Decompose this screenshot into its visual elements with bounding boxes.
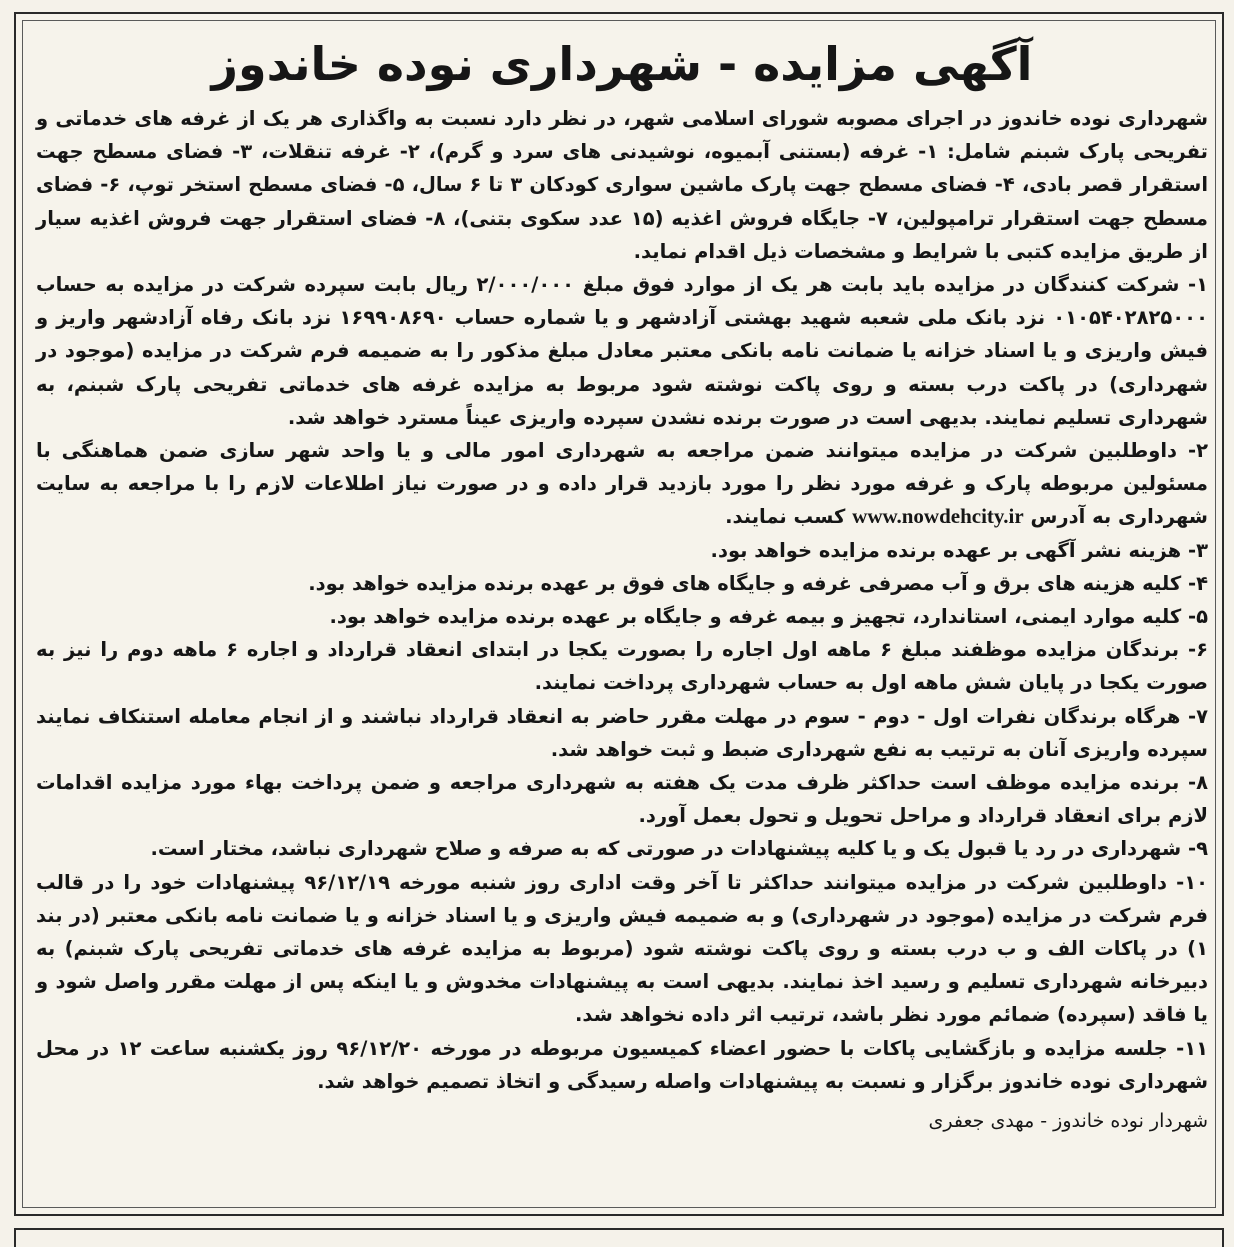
clause-1: ۱- شرکت کنندگان در مزایده باید بابت هر یک از موارد فوق مبلغ ۲/۰۰۰/۰۰۰ ریال بابت سپرده شرکت در مزایده به حساب ۰۱۰۵۴۰۲۸۲۵۰۰۰ نزد بانک ملی شعبه شهید بهشتی آزادشهر و یا شماره حساب ۱۶۹۹۰۸۶۹۰ نزد بانک رفاه آزادشهر واریز و فیش واریزی و یا اسناد خزانه یا ضمانت نامه بانکی معتبر معادل مبلغ مذکور را به ضمیمه فرم شرکت در مزایده (موجود در شهرداری) در پاکت درب بسته و روی پاکت نوشته شود مربوط به مزایده غرفه های خدماتی تفریحی پارک شبنم، به شهرداری تسلیم نمایند. بدیهی است در صورت برنده نشدن سپرده واریزی عیناً مسترد خواهد شد. (36, 273, 1208, 429)
next-notice-border (14, 1228, 1224, 1247)
clause-2-text: ۲- داوطلبین شرکت در مزایده میتوانند ضمن مراجعه به شهرداری امور مالی و یا واحد شهر سازی ضمن هماهنگی با مسئولین مربوطه پارک و غرفه مورد نظر را مورد بازدید قرار داده و در صورت نیاز اطلاعات لازم را با مراجعه به سایت شهرداری به آدرس (36, 439, 1208, 529)
clause-10: ۱۰- داوطلبین شرکت در مزایده میتوانند حداکثر تا آخر وقت اداری روز شنبه مورخه ۹۶/۱۲/۱۹ پیشنهادات خود را در قالب فرم شرکت در مزایده (موجود در شهرداری) و به ضمیمه فیش واریزی و یا اسناد خزانه و یا ضمانت نامه بانکی معتبر (در بند ۱) در پاکات الف و ب درب بسته و روی پاکت نوشته شود (مربوط به مزایده غرفه های خدماتی تفریحی پارک شبنم) به دبیرخانه شهرداری تسلیم و رسید اخذ نمایند. بدیهی است به پیشنهادات مخدوش و یا اینکه پس از مهلت مقرر واصل شود و یا فاقد (سپرده) ضمائم مورد نظر باشد، ترتیب اثر داده نخواهد شد. (36, 870, 1208, 1027)
clause-2 (36, 434, 1208, 534)
notice-intro: شهرداری نوده خاندوز در اجرای مصوبه شورای اسلامی شهر، در نظر دارد نسبت به واگذاری هر یک از غرفه های خدماتی و تفریحی پارک شبنم شامل: ۱- غرفه (بستنی آبمیوه، نوشیدنی های سرد و گرم)، ۲- غرفه تنقلات، ۳- فضای مسطح جهت استقرار قصر بادی، ۴- فضای مسطح جهت پارک ماشین سواری کودکان ۳ تا ۶ سال، ۵- فضای مسطح استخر توپ، ۶- فضای مسطح جهت استقرار ترامپولین، ۷- جایگاه فروش اغذیه (۱۵ عدد سکوی بتنی)، ۸- فضای استقرار جهت فروش اغذیه سیار از طریق مزایده کتبی با شرایط و مشخصات ذیل اقدام نماید. (36, 107, 1209, 263)
clause-7: ۷- هرگاه برندگان نفرات اول - دوم - سوم در مهلت مقرر حاضر به انعقاد قرارداد نباشند و از انجام معامله استنکاف نمایند سپرده واریزی آنان به ترتیب به نفع شهرداری ضبط و ثبت خواهد شد. (36, 704, 1208, 761)
clause-4: ۴- کلیه هزینه های برق و آب مصرفی غرفه و جایگاه های فوق بر عهده برنده مزایده خواهد بود. (308, 571, 1208, 595)
notice-title: آگهی مزایده - شهرداری نوده خاندوز (211, 37, 1033, 91)
clause-3: ۳- هزینه نشر آگهی بر عهده برنده مزایده خواهد بود. (710, 538, 1208, 562)
signature: شهردار نوده خاندوز - مهدی جعفری (928, 1110, 1208, 1133)
notice-content (36, 36, 1208, 1138)
clause-8: ۸- برنده مزایده موظف است حداکثر ظرف مدت یک هفته به شهرداری مراجعه و ضمن پرداخت بهاء مورد مزایده اقدامات لازم برای انعقاد قرارداد و مراحل تحویل و تحول بعمل آورد. (36, 771, 1208, 828)
website-link[interactable]: www.nowdehcity.ir (852, 504, 1024, 529)
clause-2-end: کسب نمایند. (725, 505, 846, 529)
clause-9: ۹- شهرداری در رد یا قبول یک و یا کلیه پیشنهادات در صورتی که به صرفه و صلاح شهرداری نباشد، مختار است. (150, 837, 1208, 861)
clause-5: ۵- کلیه موارد ایمنی، استاندارد، تجهیز و بیمه غرفه و جایگاه بر عهده برنده مزایده خواهد بود. (329, 605, 1208, 629)
clause-11: ۱۱- جلسه مزایده و بازگشایی پاکات با حضور اعضاء کمیسیون مربوطه در مورخه ۹۶/۱۲/۲۰ روز یکشنبه ساعت ۱۲ در محل شهرداری نوده خاندوز برگزار و نسبت به پیشنهادات واصله رسیدگی و اتخاذ تصمیم خواهد شد. (36, 1036, 1208, 1093)
clause-6: ۶- برندگان مزایده موظفند مبلغ ۶ ماهه اول اجاره را بصورت یکجا در ابتدای انعقاد قرارداد و اجاره ۶ ماهه دوم را نیز به صورت یکجا در پایان شش ماهه اول به حساب شهرداری پرداخت نمایند. (36, 638, 1208, 695)
